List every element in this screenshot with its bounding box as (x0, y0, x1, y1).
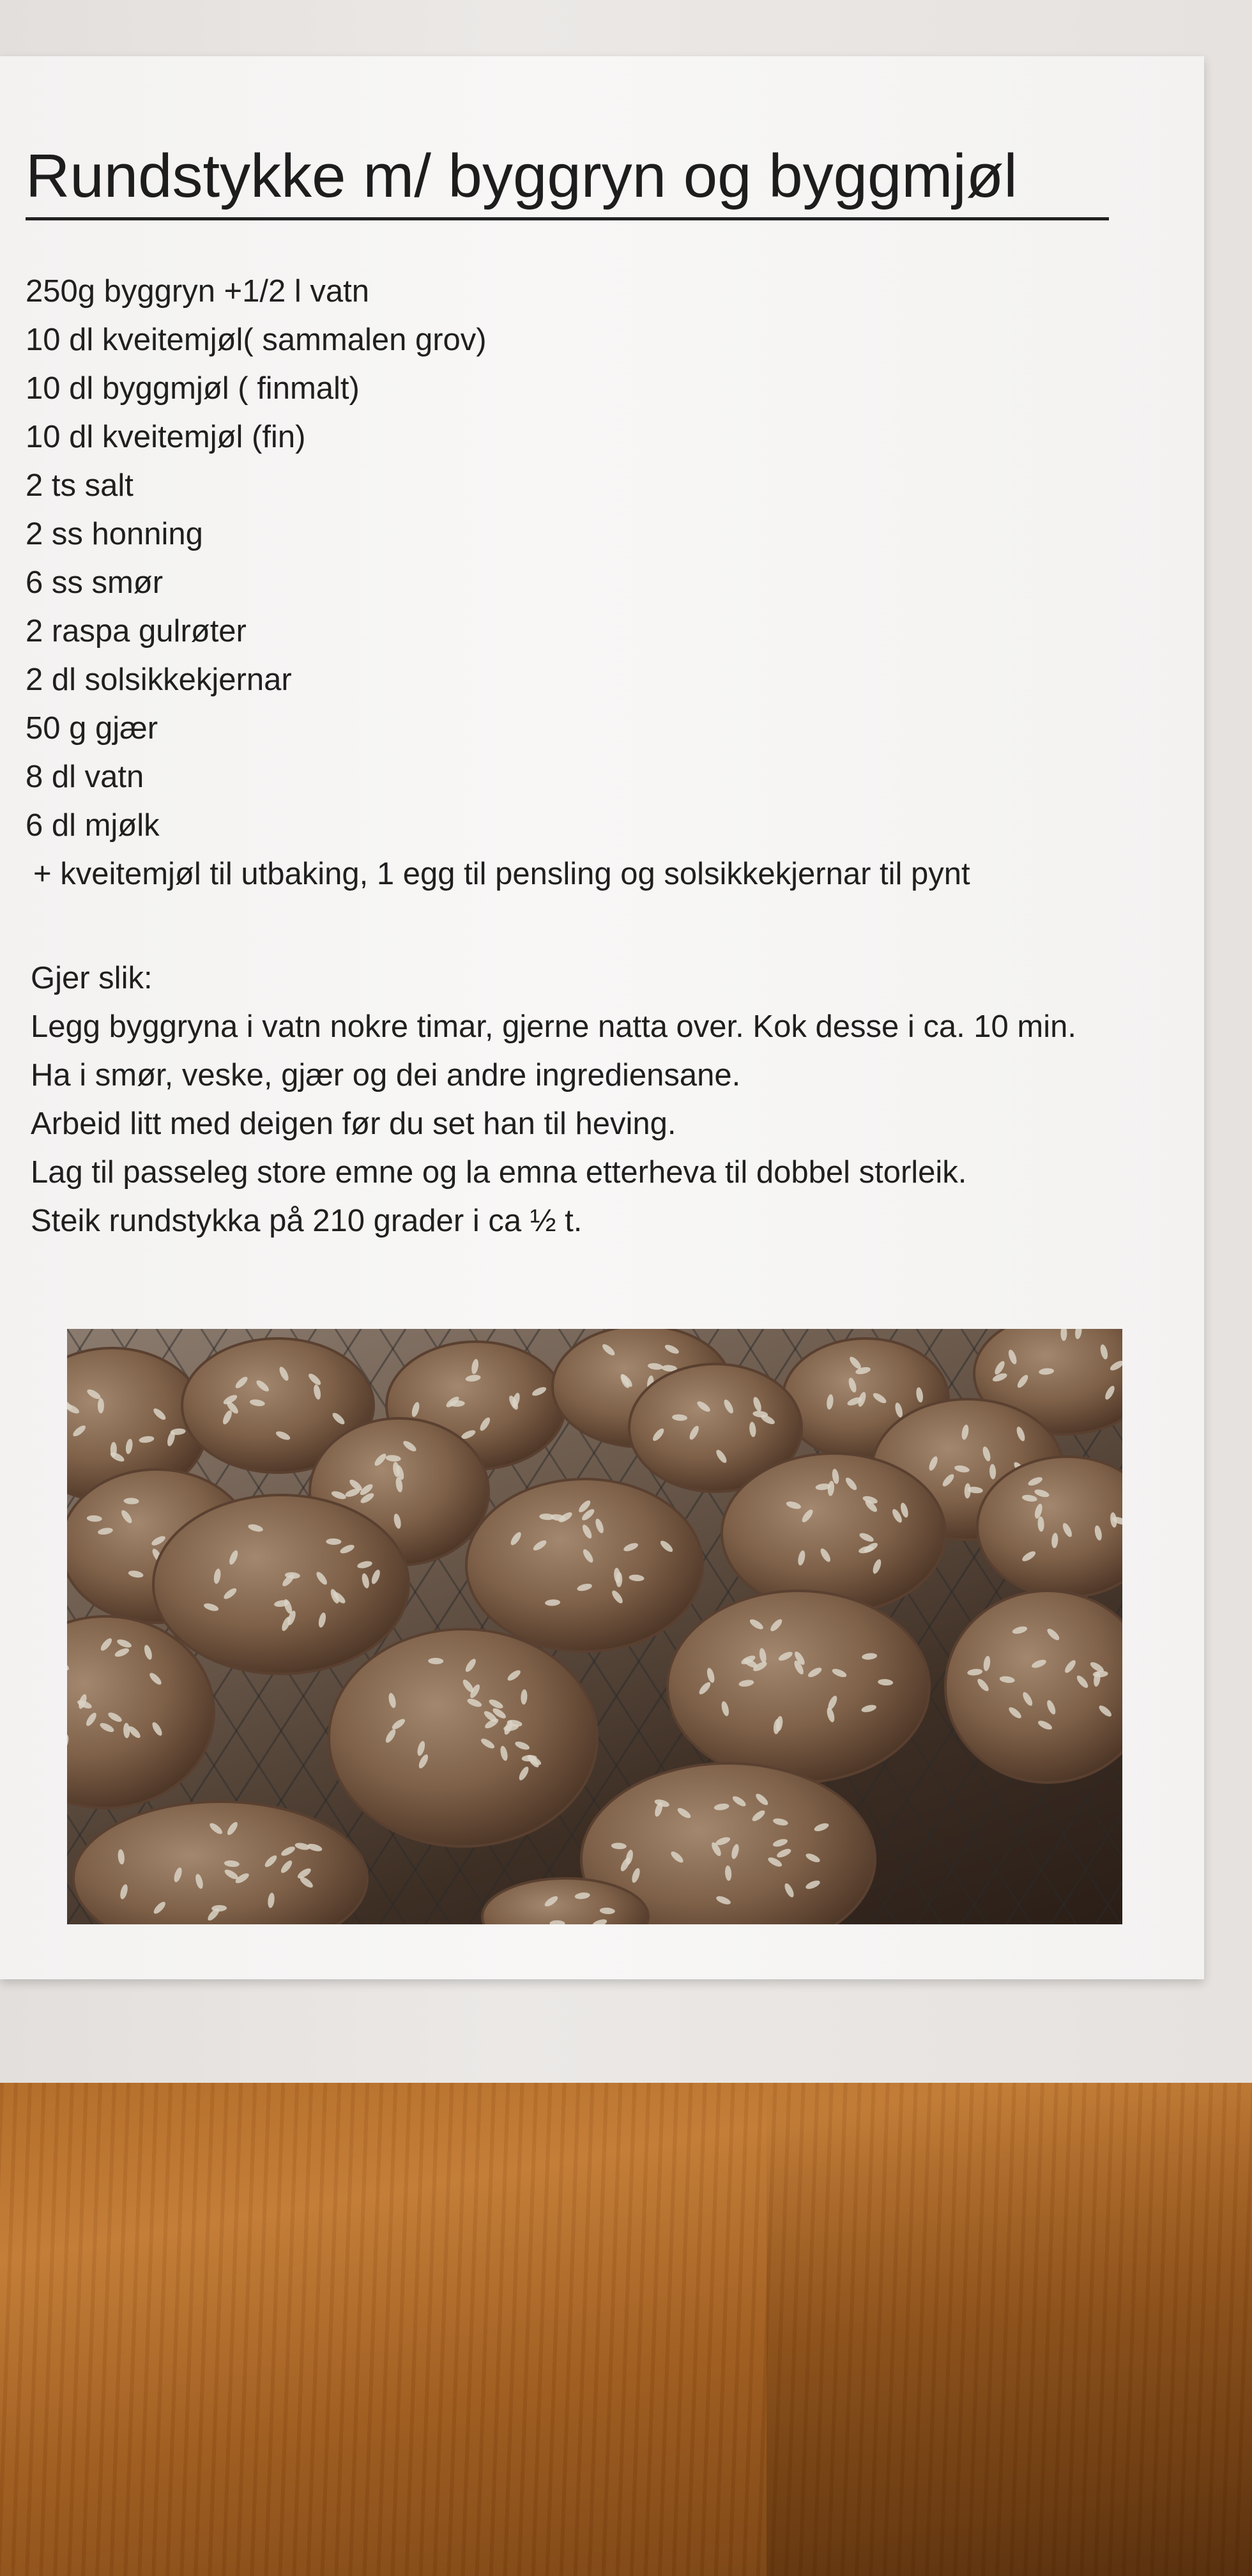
method-step: Ha i smør, veske, gjær og dei andre ingrediensane. (31, 1058, 741, 1092)
method-step: Legg byggryna i vatn nokre timar, gjerne natta over. Kok desse i ca. 10 min. (31, 1009, 1076, 1044)
sunflower-seed (98, 1398, 104, 1413)
ingredient-item: 6 ss smør (26, 565, 164, 600)
ingredient-item: 10 dl kveitemjøl( sammalen grov) (26, 323, 487, 357)
ingredient-item: 8 dl vatn (26, 760, 144, 794)
ingredient-item: 2 ss honning (26, 517, 203, 551)
ingredient-item: 2 ts salt (26, 468, 134, 503)
ingredient-item: 6 dl mjølk (26, 808, 160, 843)
ingredient-item: 50 g gjær (26, 711, 158, 746)
table-shadow (767, 2083, 1252, 2576)
method-heading: Gjer slik: (31, 961, 153, 995)
ingredient-item: 10 dl kveitemjøl (fin) (26, 420, 306, 454)
method-step: Arbeid litt med deigen før du set han til heving. (31, 1107, 676, 1141)
ingredient-list (26, 267, 970, 898)
ingredient-item: 250g byggryn +1/2 l vatn (26, 274, 370, 309)
recipe-title: Rundstykke m/ byggryn og byggmjøl (26, 142, 1018, 210)
method-step: Lag til passeleg store emne og la emna etterheva til dobbel storleik. (31, 1155, 967, 1190)
ingredient-item: 2 raspa gulrøter (26, 614, 247, 648)
rolls-illustration (67, 1329, 1122, 1924)
method-section (31, 954, 1180, 1245)
ingredient-item: 2 dl solsikkekjernar (26, 663, 292, 697)
bread-rolls (67, 1329, 1122, 1924)
title-underline (26, 217, 1109, 220)
ingredient-extra: + kveitemjøl til utbaking, 1 egg til pensling og solsikkekjernar til pynt (33, 857, 970, 891)
bread-roll (153, 1495, 409, 1674)
method-step: Steik rundstykka på 210 grader i ca ½ t. (31, 1204, 583, 1238)
bread-roll (329, 1629, 597, 1846)
bread-roll (945, 1591, 1122, 1782)
rolls-photo (67, 1329, 1122, 1924)
ingredient-item: 10 dl byggmjøl ( finmalt) (26, 371, 360, 406)
